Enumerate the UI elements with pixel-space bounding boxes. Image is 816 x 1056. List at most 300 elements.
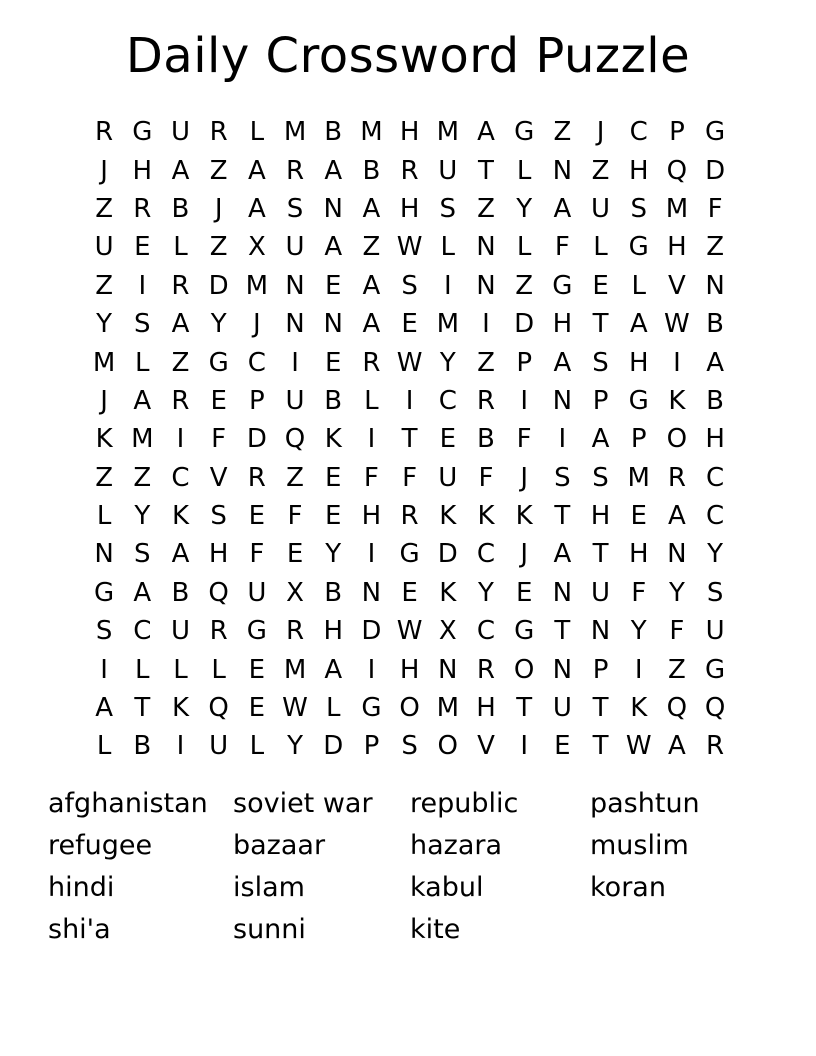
grid-letter: A xyxy=(553,347,572,378)
grid-letter: P xyxy=(669,117,685,148)
grid-letter: N xyxy=(94,539,114,570)
grid-letter: N xyxy=(323,193,343,224)
grid-letter: R xyxy=(285,155,305,186)
grid-letter: E xyxy=(401,577,418,608)
grid-letter: Z xyxy=(209,232,228,263)
grid-letter: J xyxy=(100,385,108,416)
grid-letter: W xyxy=(625,731,652,762)
grid-letter: D xyxy=(514,309,535,340)
grid-letter: A xyxy=(247,155,266,186)
grid-letter: K xyxy=(439,501,457,532)
grid-letter: N xyxy=(590,616,611,647)
grid-letter: C xyxy=(629,117,648,148)
grid-letter: R xyxy=(706,731,725,762)
grid-letter: H xyxy=(667,232,687,263)
grid-letter: A xyxy=(95,693,113,724)
grid-letter: H xyxy=(208,539,229,570)
grid-letter: I xyxy=(176,731,185,762)
grid-letter: Z xyxy=(477,347,495,378)
grid-letter: C xyxy=(171,462,190,493)
grid-letter: R xyxy=(285,616,305,647)
grid-letter: H xyxy=(132,155,153,186)
grid-letter: K xyxy=(668,385,686,416)
grid-letter: I xyxy=(367,539,376,570)
grid-letter: U xyxy=(591,577,611,608)
grid-letter: S xyxy=(134,309,151,340)
grid-letter: N xyxy=(361,577,382,608)
grid-letter: V xyxy=(209,462,228,493)
grid-letter: Z xyxy=(553,117,572,148)
grid-letter: E xyxy=(248,501,266,532)
grid-letter: B xyxy=(706,385,725,416)
grid-letter: O xyxy=(399,693,420,724)
grid-letter: N xyxy=(552,155,573,186)
grid-letter: X xyxy=(286,577,304,608)
grid-letter: F xyxy=(211,424,227,455)
grid-letter: H xyxy=(323,616,343,647)
grid-letter: F xyxy=(402,462,418,493)
grid-letter: F xyxy=(631,577,647,608)
page-title: Daily Crossword Puzzle xyxy=(125,28,691,84)
word-list-item: hindi xyxy=(48,871,115,903)
grid-letter: S xyxy=(286,193,304,224)
grid-letter: M xyxy=(436,693,459,724)
grid-letter: E xyxy=(439,424,456,455)
grid-letter: L xyxy=(593,232,608,263)
grid-letter: U xyxy=(285,232,305,263)
grid-letter: S xyxy=(554,462,571,493)
grid-letter: B xyxy=(477,424,495,455)
grid-letter: N xyxy=(476,232,496,263)
grid-letter: U xyxy=(94,232,114,263)
grid-letter: A xyxy=(362,270,381,301)
word-list-item: muslim xyxy=(590,829,689,861)
grid-letter: A xyxy=(629,309,648,340)
grid-letter: Y xyxy=(210,309,227,340)
grid-letter: J xyxy=(520,539,528,570)
grid-letter: K xyxy=(630,693,648,724)
grid-letter: L xyxy=(516,232,532,263)
grid-letter: Q xyxy=(704,693,726,724)
grid-letter: R xyxy=(209,616,228,647)
grid-letter: G xyxy=(705,654,726,685)
grid-letter: G xyxy=(514,117,535,148)
grid-letter: A xyxy=(362,193,381,224)
grid-letter: G xyxy=(628,385,649,416)
grid-letter: U xyxy=(552,693,572,724)
grid-letter: H xyxy=(399,654,420,685)
grid-letter: U xyxy=(170,117,190,148)
grid-letter: V xyxy=(477,731,495,762)
grid-letter: I xyxy=(520,731,528,762)
grid-letter: R xyxy=(667,462,686,493)
grid-letter: S xyxy=(95,616,113,647)
word-list-item: refugee xyxy=(48,829,153,861)
grid-letter: L xyxy=(173,232,188,263)
grid-letter: N xyxy=(552,654,573,685)
word-list-column xyxy=(233,782,410,950)
grid-letter: T xyxy=(592,539,609,570)
grid-letter: Y xyxy=(707,539,724,570)
grid-letter: Q xyxy=(284,424,306,455)
word-list-item: shi'a xyxy=(48,913,111,945)
grid-letter: S xyxy=(439,193,457,224)
grid-letter: Z xyxy=(515,270,534,301)
grid-letter: A xyxy=(171,155,190,186)
grid-letter: K xyxy=(171,501,189,532)
grid-letter: Z xyxy=(95,462,113,493)
grid-letter: R xyxy=(171,270,190,301)
grid-letter: T xyxy=(554,616,571,647)
grid-letter: L xyxy=(249,731,265,762)
grid-letter: I xyxy=(673,347,681,378)
grid-letter: I xyxy=(176,424,185,455)
grid-letter: X xyxy=(438,616,457,647)
grid-letter: D xyxy=(246,424,267,455)
grid-letter: W xyxy=(664,309,690,340)
grid-letter: D xyxy=(323,731,344,762)
grid-letter: F xyxy=(669,616,685,647)
grid-letter: C xyxy=(247,347,266,378)
grid-letter: T xyxy=(592,693,609,724)
grid-letter: Z xyxy=(591,155,610,186)
grid-letter: N xyxy=(552,577,573,608)
grid-letter: E xyxy=(210,385,227,416)
grid-letter: H xyxy=(399,117,420,148)
grid-letter: B xyxy=(324,385,343,416)
grid-letter: Q xyxy=(666,155,688,186)
grid-letter: E xyxy=(592,270,609,301)
grid-letter: E xyxy=(630,501,647,532)
grid-letter: L xyxy=(173,654,188,685)
grid-letter: T xyxy=(478,155,494,186)
grid-letter: E xyxy=(248,693,266,724)
grid-letter: F xyxy=(516,424,532,455)
grid-letter: B xyxy=(324,117,343,148)
grid-letter: M xyxy=(131,424,154,455)
grid-letter: J xyxy=(214,193,223,224)
grid-letter: P xyxy=(630,424,647,455)
grid-letter: I xyxy=(367,654,376,685)
word-list-item: sunni xyxy=(233,913,306,945)
grid-letter: M xyxy=(627,462,650,493)
grid-letter: L xyxy=(516,155,532,186)
grid-letter: R xyxy=(95,117,114,148)
grid-letter: R xyxy=(400,501,419,532)
grid-letter: G xyxy=(705,117,726,148)
word-list xyxy=(48,782,760,950)
grid-letter: A xyxy=(133,577,152,608)
grid-letter: C xyxy=(706,501,725,532)
grid-letter: A xyxy=(553,193,572,224)
grid-letter: L xyxy=(249,117,265,148)
grid-letter: H xyxy=(552,309,573,340)
word-list-column xyxy=(590,782,760,950)
word-list-item: republic xyxy=(410,787,519,819)
grid-letter: A xyxy=(553,539,572,570)
grid-letter: O xyxy=(513,654,535,685)
grid-letter: A xyxy=(171,309,190,340)
grid-letter: A xyxy=(477,117,495,148)
grid-letter: H xyxy=(628,347,649,378)
grid-letter: Y xyxy=(439,347,456,378)
grid-letter: K xyxy=(324,424,342,455)
grid-letter: J xyxy=(520,462,528,493)
word-list-column xyxy=(48,782,233,950)
grid-letter: S xyxy=(134,539,151,570)
grid-letter: R xyxy=(476,385,495,416)
word-list-item: kabul xyxy=(410,871,484,903)
grid-letter: H xyxy=(476,693,496,724)
grid-letter: A xyxy=(324,155,343,186)
grid-letter: J xyxy=(596,117,605,148)
grid-letter: U xyxy=(591,193,611,224)
grid-letter: P xyxy=(592,385,609,416)
grid-letter: L xyxy=(96,501,112,532)
word-list-item: soviet war xyxy=(233,787,373,819)
grid-letter: A xyxy=(133,385,152,416)
grid-letter: T xyxy=(592,309,609,340)
grid-letter: E xyxy=(401,309,418,340)
word-list-column xyxy=(410,782,590,950)
grid-letter: A xyxy=(668,731,686,762)
grid-letter: G xyxy=(208,347,229,378)
grid-letter: B xyxy=(133,731,152,762)
grid-letter: Y xyxy=(668,577,685,608)
grid-letter: M xyxy=(360,117,383,148)
grid-letter: R xyxy=(171,385,190,416)
grid-letter: P xyxy=(249,385,265,416)
grid-letter: F xyxy=(249,539,265,570)
grid-letter: I xyxy=(367,424,376,455)
grid-letter: W xyxy=(396,232,423,263)
grid-letter: L xyxy=(135,347,150,378)
grid-letter: R xyxy=(209,117,228,148)
word-search-grid xyxy=(85,113,734,766)
grid-letter: G xyxy=(628,232,649,263)
grid-letter: R xyxy=(133,193,152,224)
grid-letter: U xyxy=(438,155,458,186)
grid-letter: A xyxy=(362,309,381,340)
grid-letter: Y xyxy=(287,731,303,762)
word-list-item: pashtun xyxy=(590,787,700,819)
grid-letter: H xyxy=(590,501,611,532)
grid-letter: A xyxy=(591,424,610,455)
grid-letter: G xyxy=(514,616,535,647)
grid-letter: Y xyxy=(516,193,533,224)
grid-letter: H xyxy=(628,155,649,186)
grid-letter: D xyxy=(361,616,382,647)
grid-letter: B xyxy=(171,193,190,224)
grid-letter: W xyxy=(282,693,308,724)
grid-letter: Z xyxy=(668,654,686,685)
grid-letter: M xyxy=(436,309,459,340)
grid-letter: A xyxy=(668,501,686,532)
grid-letter: S xyxy=(592,347,609,378)
grid-letter: A xyxy=(324,654,343,685)
grid-letter: Q xyxy=(208,577,229,608)
grid-letter: L xyxy=(631,270,646,301)
grid-letter: K xyxy=(95,424,113,455)
grid-letter: W xyxy=(396,347,423,378)
grid-letter: A xyxy=(706,347,724,378)
grid-letter: T xyxy=(592,731,609,762)
grid-letter: L xyxy=(135,654,150,685)
grid-letter: G xyxy=(94,577,115,608)
grid-letter: S xyxy=(592,462,609,493)
grid-letter: Z xyxy=(706,232,724,263)
grid-letter: A xyxy=(324,232,343,263)
grid-letter: B xyxy=(362,155,381,186)
grid-letter: Y xyxy=(478,577,494,608)
grid-letter: A xyxy=(171,539,190,570)
grid-letter: S xyxy=(706,577,724,608)
word-list-item: islam xyxy=(233,871,305,903)
grid-letter: U xyxy=(170,616,190,647)
grid-letter: Z xyxy=(133,462,152,493)
grid-letter: A xyxy=(247,193,266,224)
grid-letter: P xyxy=(516,347,532,378)
grid-letter: S xyxy=(210,501,227,532)
grid-letter: N xyxy=(438,654,458,685)
grid-letter: U xyxy=(438,462,458,493)
grid-letter: J xyxy=(253,309,261,340)
grid-letter: N xyxy=(285,270,305,301)
grid-letter: I xyxy=(482,309,490,340)
grid-letter: E xyxy=(248,654,266,685)
grid-letter: K xyxy=(477,501,495,532)
grid-letter: G xyxy=(132,117,153,148)
grid-letter: N xyxy=(705,270,725,301)
grid-letter: K xyxy=(515,501,533,532)
grid-letter: M xyxy=(665,193,689,224)
grid-letter: R xyxy=(362,347,381,378)
grid-letter: I xyxy=(520,385,528,416)
word-list-item: kite xyxy=(410,913,461,945)
grid-letter: L xyxy=(364,385,379,416)
grid-letter: I xyxy=(634,654,643,685)
grid-letter: M xyxy=(436,117,459,148)
grid-letter: E xyxy=(325,501,342,532)
grid-letter: E xyxy=(325,270,342,301)
grid-letter: M xyxy=(283,654,307,685)
grid-letter: T xyxy=(516,693,533,724)
grid-letter: N xyxy=(323,309,343,340)
grid-letter: O xyxy=(666,424,688,455)
grid-letter: S xyxy=(401,270,418,301)
grid-letter: E xyxy=(554,731,571,762)
grid-letter: N xyxy=(285,309,305,340)
word-list-item: koran xyxy=(590,871,666,903)
grid-letter: J xyxy=(100,155,108,186)
grid-letter: I xyxy=(100,654,108,685)
grid-letter: G xyxy=(246,616,267,647)
grid-letter: R xyxy=(400,155,419,186)
word-list-item: hazara xyxy=(410,829,503,861)
grid-letter: C xyxy=(438,385,457,416)
grid-letter: C xyxy=(133,616,152,647)
grid-letter: N xyxy=(476,270,496,301)
grid-letter: C xyxy=(476,616,496,647)
grid-letter: Z xyxy=(171,347,190,378)
grid-letter: B xyxy=(171,577,190,608)
grid-letter: P xyxy=(363,731,380,762)
grid-letter: F xyxy=(554,232,570,263)
grid-letter: F xyxy=(707,193,723,224)
grid-letter: G xyxy=(552,270,573,301)
grid-letter: M xyxy=(92,347,116,378)
grid-letter: H xyxy=(705,424,725,455)
grid-letter: Y xyxy=(96,309,113,340)
grid-letter: E xyxy=(325,347,342,378)
grid-letter: L xyxy=(325,693,341,724)
grid-letter: U xyxy=(247,577,267,608)
grid-letter: H xyxy=(399,193,420,224)
grid-letter: V xyxy=(668,270,686,301)
grid-letter: Q xyxy=(666,693,688,724)
grid-letter: I xyxy=(443,270,452,301)
grid-letter: F xyxy=(287,501,303,532)
grid-letter: B xyxy=(706,309,725,340)
grid-letter: Z xyxy=(477,193,495,224)
grid-letter: I xyxy=(558,424,567,455)
grid-letter: Z xyxy=(95,270,113,301)
grid-letter: T xyxy=(134,693,151,724)
grid-letter: O xyxy=(437,731,459,762)
grid-letter: Y xyxy=(134,501,151,532)
grid-letter: X xyxy=(247,232,266,263)
grid-letter: U xyxy=(285,385,305,416)
grid-letter: R xyxy=(247,462,266,493)
grid-letter: Z xyxy=(95,193,113,224)
grid-letter: C xyxy=(476,539,496,570)
grid-letter: P xyxy=(592,654,609,685)
grid-letter: T xyxy=(401,424,418,455)
grid-letter: H xyxy=(361,501,382,532)
grid-letter: E xyxy=(515,577,533,608)
grid-letter: M xyxy=(245,270,269,301)
grid-letter: C xyxy=(706,462,725,493)
grid-letter: S xyxy=(401,731,418,762)
grid-letter: F xyxy=(478,462,494,493)
word-list-item: bazaar xyxy=(233,829,326,861)
grid-letter: D xyxy=(705,155,726,186)
grid-letter: K xyxy=(439,577,457,608)
grid-letter: Z xyxy=(362,232,381,263)
grid-letter: E xyxy=(134,232,151,263)
grid-letter: G xyxy=(361,693,382,724)
grid-letter: L xyxy=(96,731,112,762)
grid-letter: Z xyxy=(286,462,304,493)
grid-letter: G xyxy=(399,539,420,570)
grid-letter: E xyxy=(325,462,342,493)
grid-letter: Y xyxy=(630,616,647,647)
grid-letter: U xyxy=(705,616,725,647)
grid-letter: M xyxy=(283,117,307,148)
grid-letter: D xyxy=(208,270,229,301)
grid-letter: I xyxy=(291,347,299,378)
grid-letter: U xyxy=(209,731,229,762)
grid-letter: E xyxy=(286,539,304,570)
grid-letter: L xyxy=(211,654,226,685)
grid-letter: N xyxy=(552,385,573,416)
grid-letter: W xyxy=(396,616,423,647)
grid-letter: L xyxy=(440,232,456,263)
grid-letter: Q xyxy=(208,693,229,724)
grid-letter: S xyxy=(630,193,647,224)
grid-letter: N xyxy=(667,539,687,570)
grid-letter: K xyxy=(171,693,189,724)
